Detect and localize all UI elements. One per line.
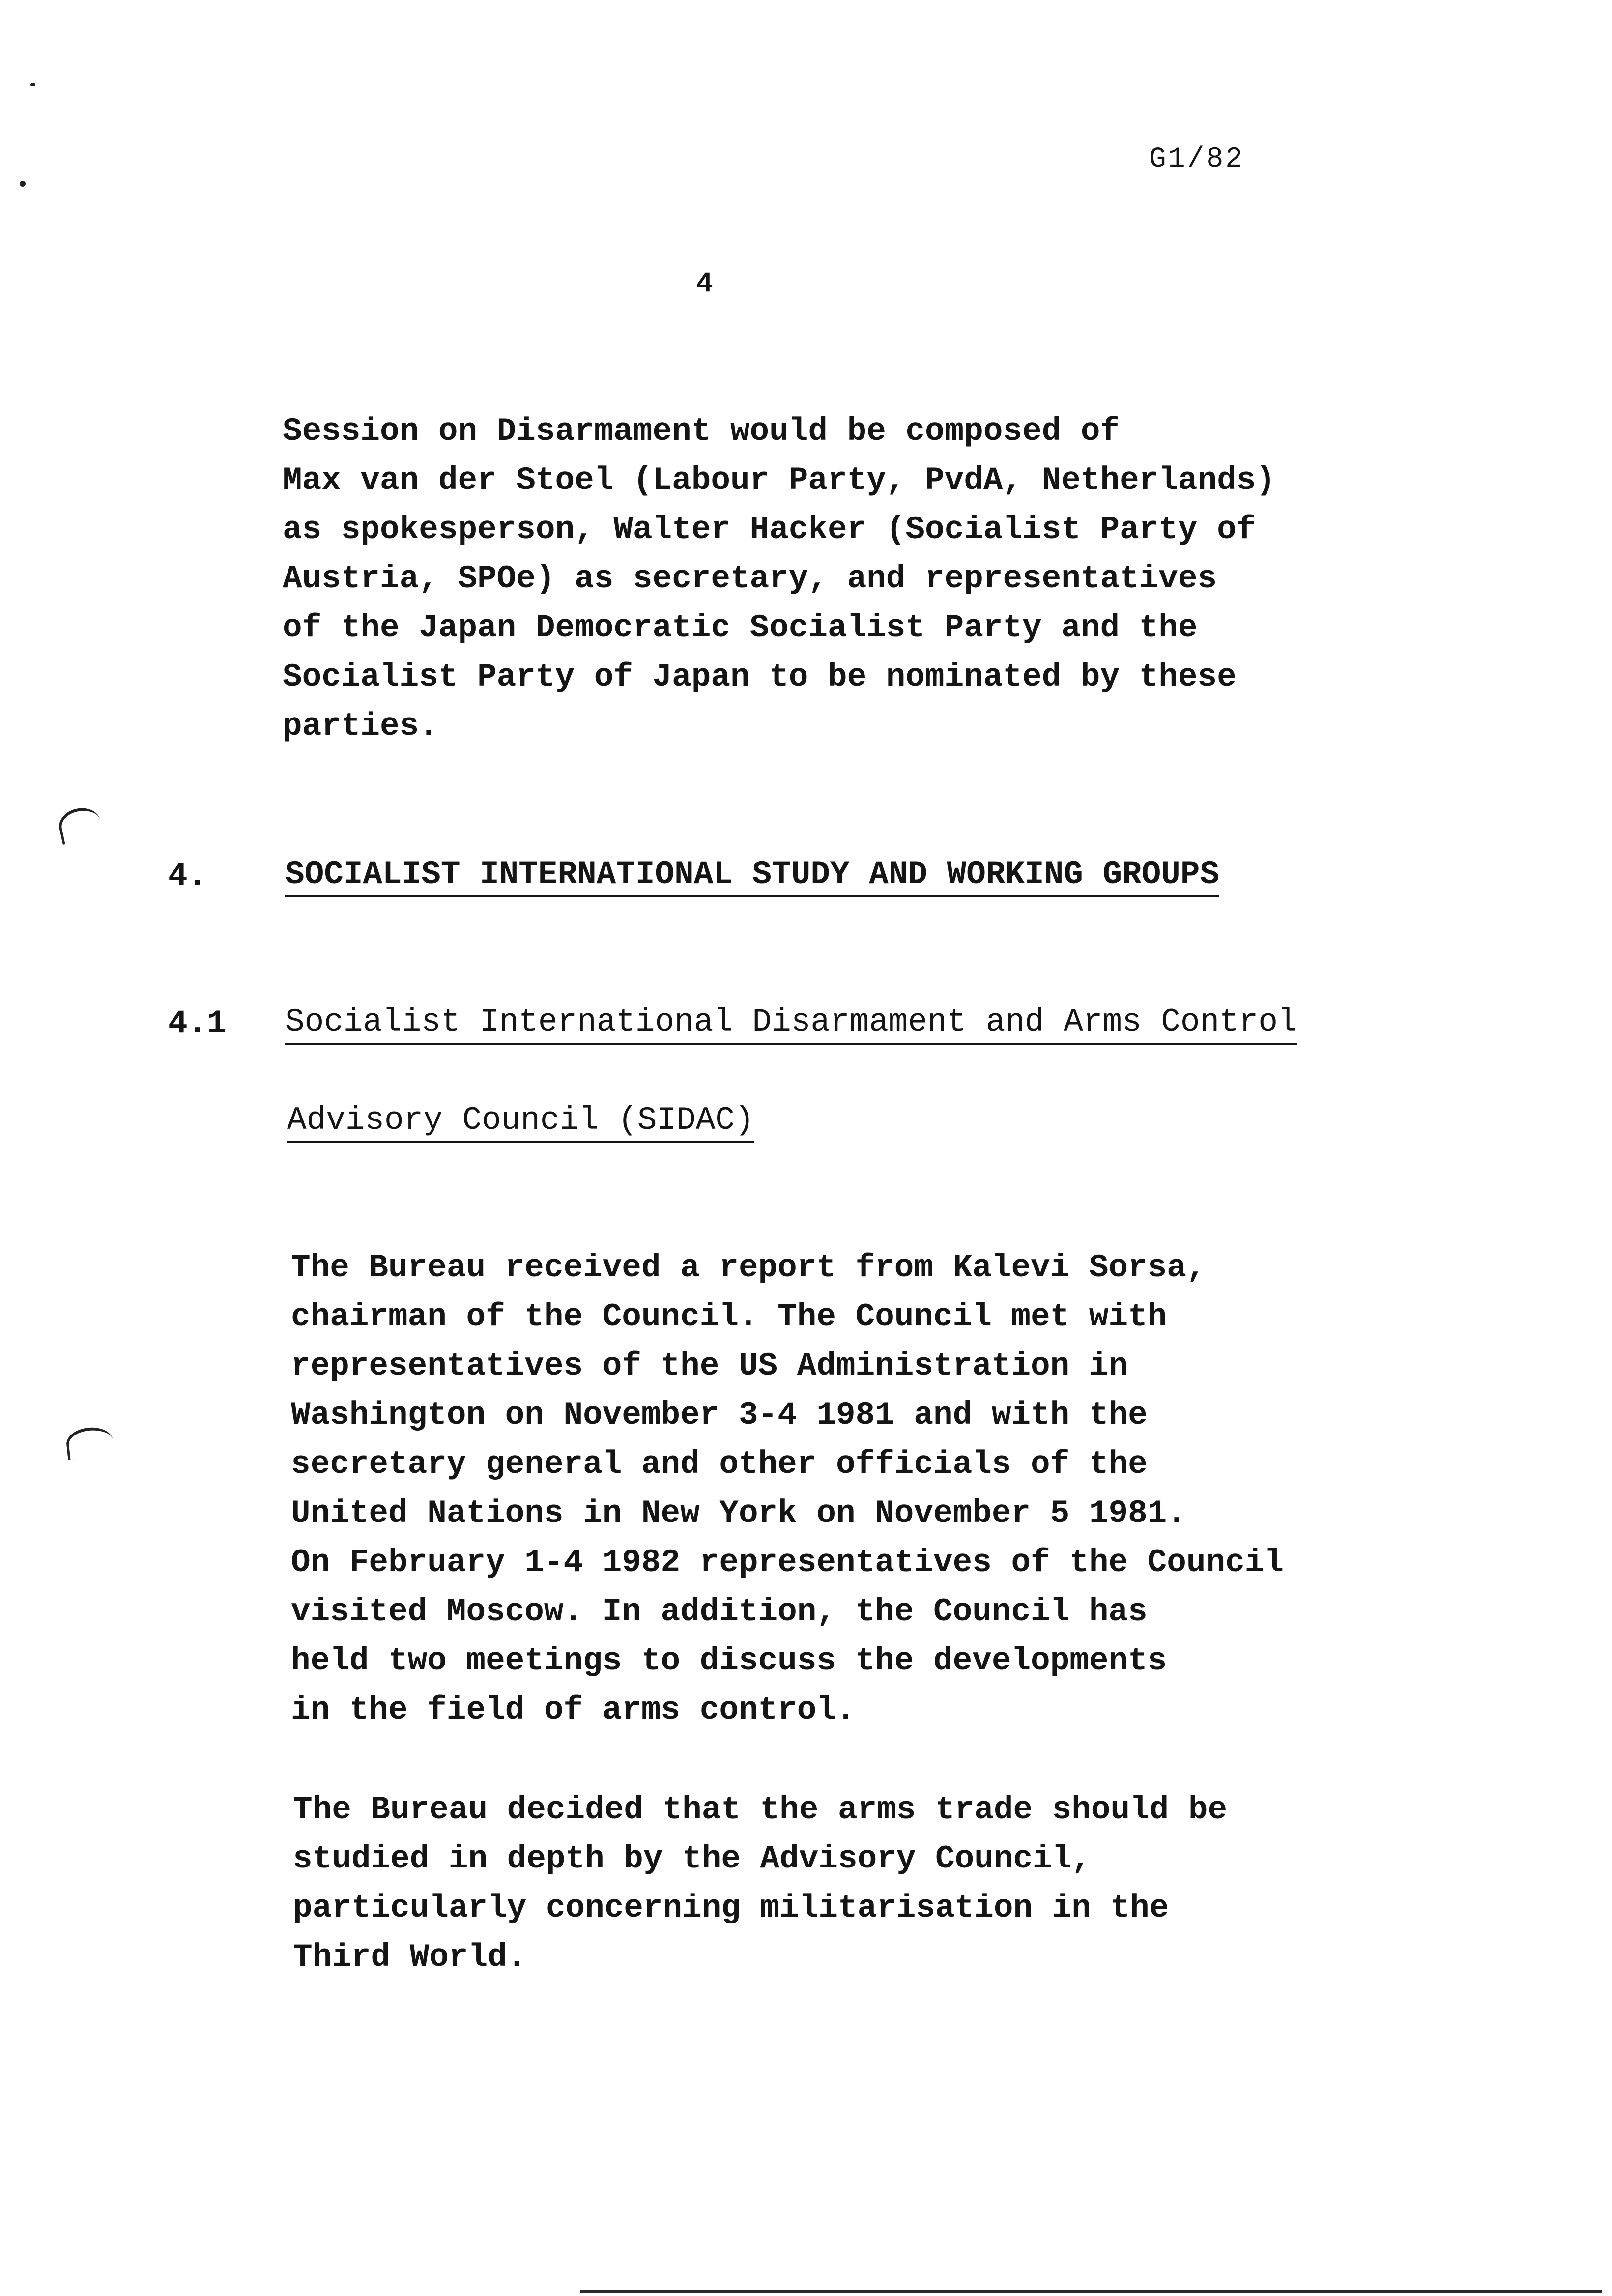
subsection-heading-line-1: Socialist International Disarmament and Arms Control	[285, 1003, 1297, 1045]
paragraph-line: The Bureau decided that the arms trade should be	[293, 1791, 1228, 1828]
paragraph-line: as spokesperson, Walter Hacker (Socialist Party of	[283, 511, 1256, 548]
paragraph-line: On February 1-4 1982 representatives of the Council	[291, 1544, 1284, 1581]
report-paragraph	[291, 1243, 1284, 1735]
section-heading: SOCIALIST INTERNATIONAL STUDY AND WORKING GROUPS	[285, 855, 1219, 897]
paragraph-line: representatives of the US Administration in	[291, 1348, 1128, 1384]
paragraph-line: parties.	[283, 708, 438, 745]
document-reference: G1/82	[1149, 144, 1245, 175]
paragraph-line: studied in depth by the Advisory Council,	[293, 1840, 1091, 1877]
margin-mark	[65, 1425, 115, 1460]
paragraph-line: Session on Disarmament would be composed of	[283, 413, 1120, 450]
paragraph-line: visited Moscow. In addition, the Council has	[291, 1593, 1148, 1630]
intro-paragraph	[283, 407, 1275, 751]
paragraph-line: The Bureau received a report from Kalevi Sorsa,	[291, 1249, 1206, 1286]
scan-speck	[30, 83, 35, 86]
paragraph-line: United Nations in New York on November 5 1981.	[291, 1495, 1186, 1532]
subsection-number: 4.1	[168, 1005, 227, 1042]
margin-mark	[56, 804, 104, 845]
paragraph-line: secretary general and other officials of the	[291, 1446, 1148, 1483]
subsection-heading-line-2: Advisory Council (SIDAC)	[287, 1101, 754, 1143]
decision-paragraph	[293, 1785, 1227, 1982]
section-number: 4.	[168, 858, 207, 894]
page-bottom-rule	[580, 2290, 1602, 2293]
paragraph-line: Third World.	[293, 1939, 527, 1976]
page-number: 4	[696, 268, 713, 300]
paragraph-line: Socialist Party of Japan to be nominated by these	[283, 659, 1237, 695]
paragraph-line: in the field of arms control.	[291, 1692, 856, 1728]
paragraph-line: Austria, SPOe) as secretary, and representatives	[283, 560, 1217, 597]
paragraph-line: particularly concerning militarisation in the	[293, 1890, 1169, 1926]
paragraph-line: held two meetings to discuss the developments	[291, 1642, 1167, 1679]
paragraph-line: Washington on November 3-4 1981 and with the	[291, 1397, 1148, 1434]
paragraph-line: Max van der Stoel (Labour Party, PvdA, Netherlands)	[283, 462, 1275, 499]
paragraph-line: chairman of the Council. The Council met with	[291, 1298, 1167, 1335]
scan-speck	[20, 181, 26, 187]
paragraph-line: of the Japan Democratic Socialist Party and the	[283, 609, 1198, 646]
